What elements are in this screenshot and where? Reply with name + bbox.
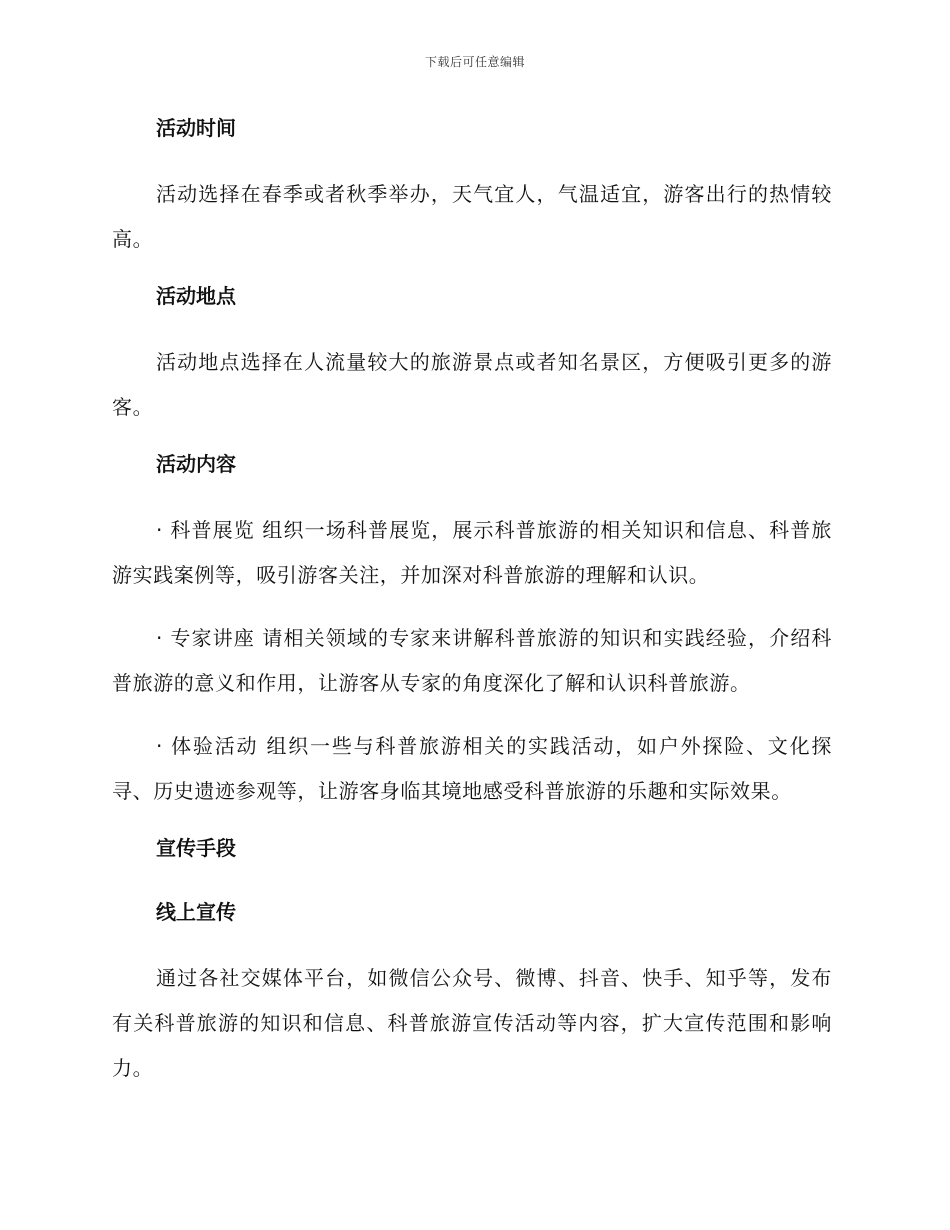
heading-online-promotion: 线上宣传 (156, 900, 236, 924)
paragraph-activity-place: 活动地点选择在人流量较大的旅游景点或者知名景区，方便吸引更多的游客。 (112, 350, 832, 419)
page-header-note: 下载后可任意编辑 (424, 55, 525, 69)
list-item-lecture: · 专家讲座 请相关领域的专家来讲解科普旅游的知识和实践经验，介绍科普旅游的意义和作用，让游客从专家的角度深化了解和认识科普旅游。 (112, 626, 832, 695)
list-item-experience: · 体验活动 组织一些与科普旅游相关的实践活动，如户外探险、文化探寻、历史遗迹参观等，让游客身临其境地感受科普旅游的乐趣和实际效果。 (112, 734, 832, 803)
heading-activity-place: 活动地点 (156, 284, 236, 308)
document-body (112, 108, 832, 1105)
heading-activity-content: 活动内容 (156, 452, 236, 476)
heading-promotion: 宣传手段 (156, 836, 236, 860)
list-item-exhibition: · 科普展览 组织一场科普展览，展示科普旅游的相关知识和信息、科普旅游实践案例等，吸引游客关注，并加深对科普旅游的理解和认识。 (112, 518, 832, 587)
paragraph-activity-time: 活动选择在春季或者秋季举办，天气宜人，气温适宜，游客出行的热情较高。 (112, 182, 832, 251)
paragraph-online-promotion: 通过各社交媒体平台，如微信公众号、微博、抖音、快手、知乎等，发布有关科普旅游的知识和信息、科普旅游宣传活动等内容，扩大宣传范围和影响力。 (112, 966, 832, 1080)
heading-activity-time: 活动时间 (156, 116, 236, 140)
